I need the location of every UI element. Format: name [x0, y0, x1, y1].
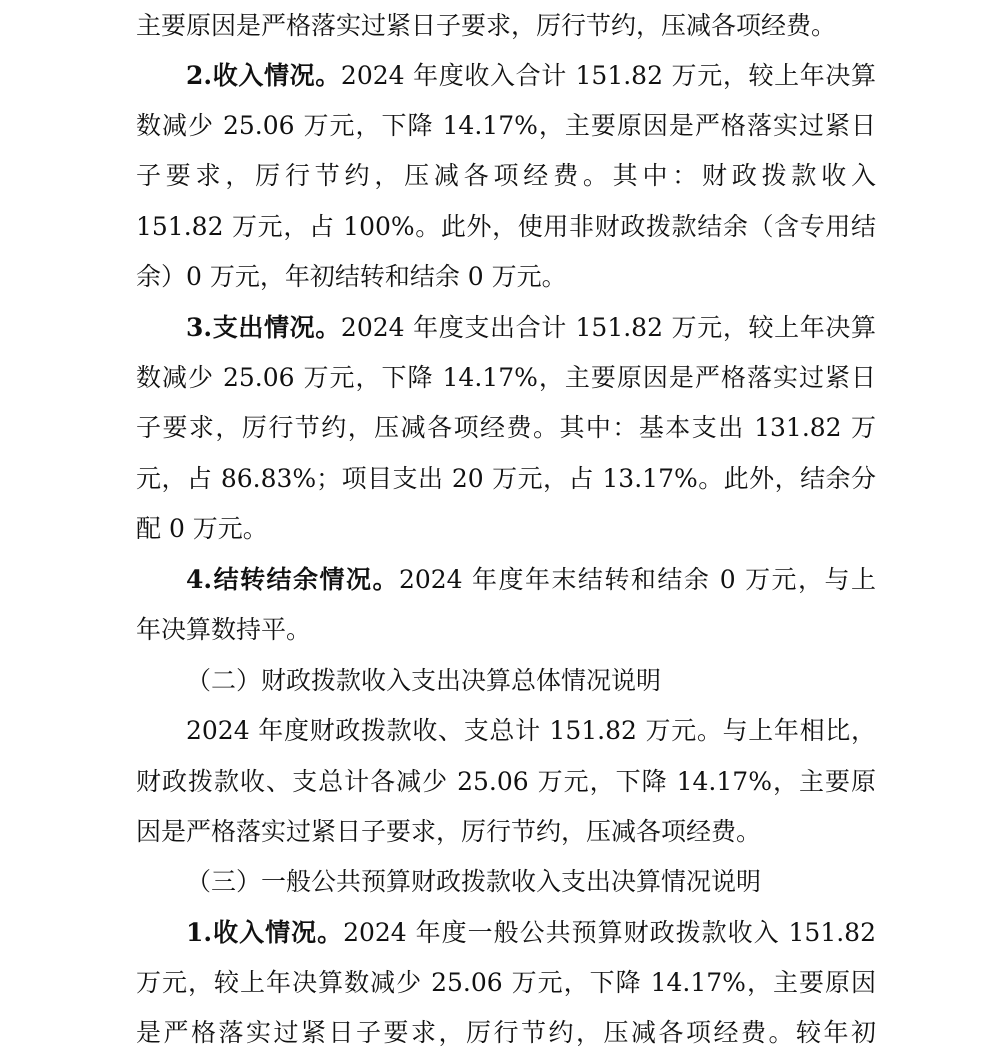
paragraph-body-text: 2024 年度收入合计 151.82 万元，较上年决算 — [340, 61, 876, 90]
paragraph-body-text: 2024 年度一般公共预算财政拨款收入 151.82 — [343, 918, 876, 947]
paragraph-heading-text: 结转结余情况。 — [212, 565, 399, 594]
section-number: 4. — [186, 565, 213, 594]
paragraph-heading-text: 收入情况。 — [212, 61, 341, 90]
text-line: 元，占 86.83%；项目支出 20 万元，占 13.17%。此外，结余分 — [136, 464, 876, 493]
section-heading: （二）财政拨款收入支出决算总体情况说明 — [186, 666, 662, 695]
text-line: 2024 年度财政拨款收、支总计 151.82 万元。与上年相比， — [186, 716, 876, 745]
text-line: 是严格落实过紧日子要求，厉行节约，压减各项经费。较年初 — [136, 1018, 876, 1047]
text-line: 配 0 万元。 — [136, 514, 268, 543]
paragraph-carryover-heading — [186, 560, 876, 600]
section-number: 1. — [186, 918, 213, 947]
text-line: 余）0 万元，年初结转和结余 0 万元。 — [136, 262, 567, 291]
text-line: 子要求，厉行节约，压减各项经费。其中：财政拨款收入 — [136, 161, 876, 190]
section-number: 2. — [186, 61, 213, 90]
text-line: 151.82 万元，占 100%。此外，使用非财政拨款结余（含专用结 — [136, 212, 876, 241]
paragraph-body-text: 2024 年度年末结转和结余 0 万元，与上 — [398, 565, 876, 594]
text-line: 年决算数持平。 — [136, 615, 312, 644]
text-line: 子要求，厉行节约，压减各项经费。其中：基本支出 131.82 万 — [136, 413, 876, 442]
paragraph-heading-text: 支出情况。 — [212, 313, 341, 342]
paragraph-body-text: 2024 年度支出合计 151.82 万元，较上年决算 — [340, 313, 876, 342]
text-line: 数减少 25.06 万元，下降 14.17%，主要原因是严格落实过紧日 — [136, 363, 876, 392]
text-line: 主要原因是严格落实过紧日子要求，厉行节约，压减各项经费。 — [136, 11, 837, 40]
paragraph-income-heading — [186, 56, 876, 96]
text-line: 数减少 25.06 万元，下降 14.17%，主要原因是严格落实过紧日 — [136, 111, 876, 140]
paragraph-heading-text: 收入情况。 — [212, 918, 344, 947]
section-heading: （三）一般公共预算财政拨款收入支出决算情况说明 — [186, 867, 762, 896]
text-line: 因是严格落实过紧日子要求，厉行节约，压减各项经费。 — [136, 817, 762, 846]
text-line: 财政拨款收、支总计各减少 25.06 万元，下降 14.17%，主要原 — [136, 767, 876, 796]
text-line: 万元，较上年决算数减少 25.06 万元，下降 14.17%，主要原因 — [136, 968, 876, 997]
paragraph-expense-heading — [186, 308, 876, 348]
paragraph-gp-income-heading — [186, 913, 876, 953]
section-number: 3. — [186, 313, 213, 342]
